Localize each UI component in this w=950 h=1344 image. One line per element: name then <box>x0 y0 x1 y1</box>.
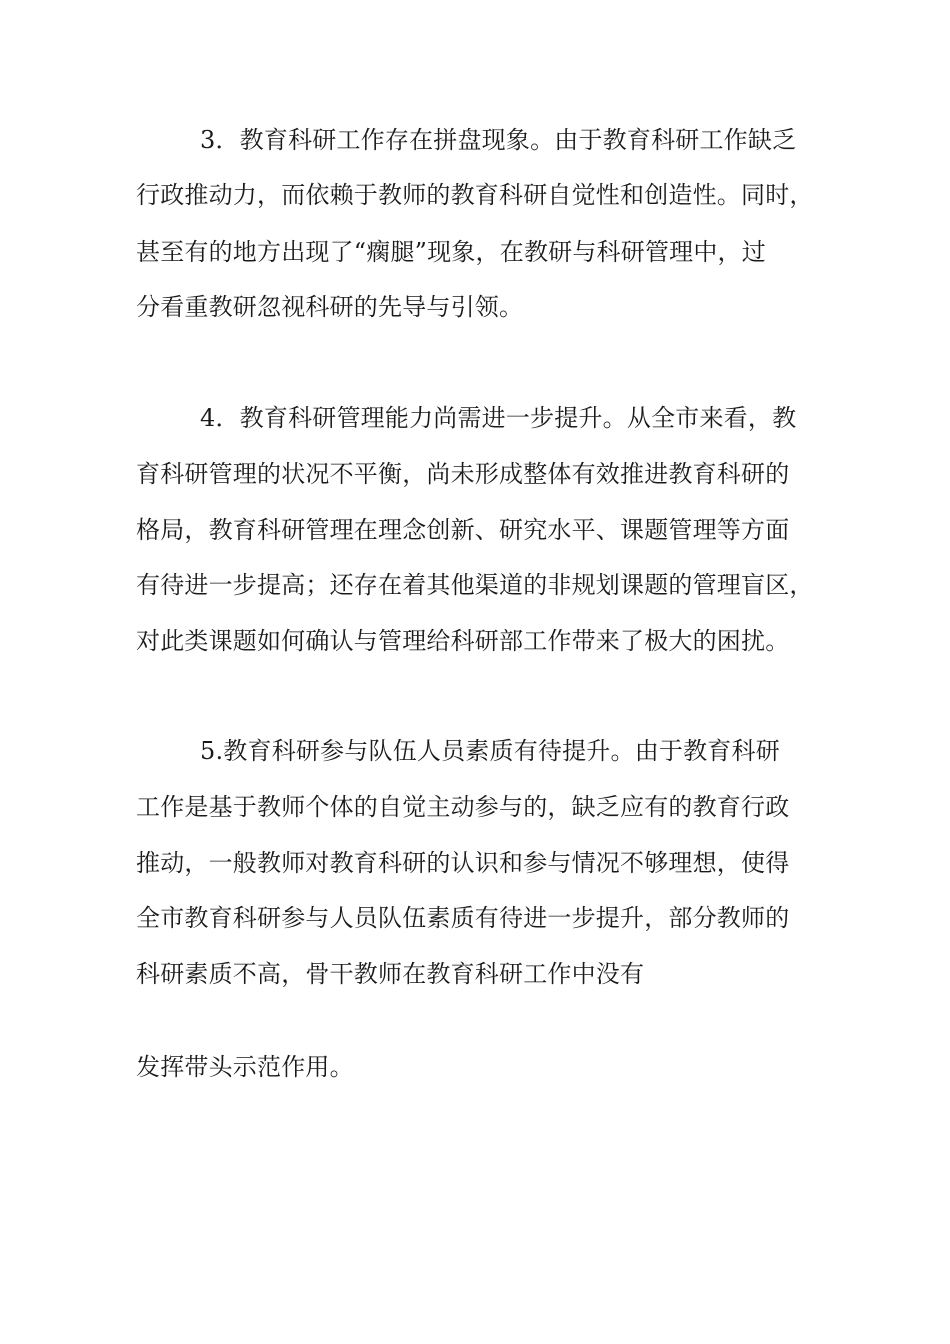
paragraph-5-line-2: 工作是基于教师个体的自觉主动参与的，缺乏应有的教育行政 <box>136 793 790 821</box>
paragraph-4-line-2: 育科研管理的状况不平衡，尚未形成整体有效推进教育科研的 <box>136 460 790 488</box>
paragraph-5-line-5: 科研素质不高，骨干教师在教育科研工作中没有 <box>136 960 645 988</box>
paragraph-4-line-3: 格局，教育科研管理在理念创新、研究水平、课题管理等方面 <box>136 516 790 544</box>
paragraph-5-line-4: 全市教育科研参与人员队伍素质有待进一步提升，部分教师的 <box>136 904 790 932</box>
paragraph-5-line-3: 推动，一般教师对教育科研的认识和参与情况不够理想，使得 <box>136 849 790 877</box>
paragraph-3-line-3: 甚至有的地方出现了“瘸腿”现象，在教研与科研管理中，过 <box>136 238 766 266</box>
paragraph-3-line-2: 行政推动力，而依赖于教师的教育科研自觉性和创造性。同时， <box>136 181 814 209</box>
paragraph-4-line-1: 4．教育科研管理能力尚需进一步提升。从全市来看，教 <box>200 404 797 432</box>
paragraph-5-line-1: 5.教育科研参与队伍人员素质有待提升。由于教育科研 <box>200 737 780 765</box>
paragraph-4-line-5: 对此类课题如何确认与管理给科研部工作带来了极大的困扰。 <box>136 627 790 655</box>
paragraph-3-line-1: 3．教育科研工作存在拼盘现象。由于教育科研工作缺乏 <box>200 126 797 154</box>
paragraph-4-line-4: 有待进一步提高；还存在着其他渠道的非规划课题的管理盲区， <box>136 571 814 599</box>
paragraph-3-line-4: 分看重教研忽视科研的先导与引领。 <box>136 293 524 321</box>
paragraph-5-tail-line-1: 发挥带头示范作用。 <box>136 1053 354 1081</box>
